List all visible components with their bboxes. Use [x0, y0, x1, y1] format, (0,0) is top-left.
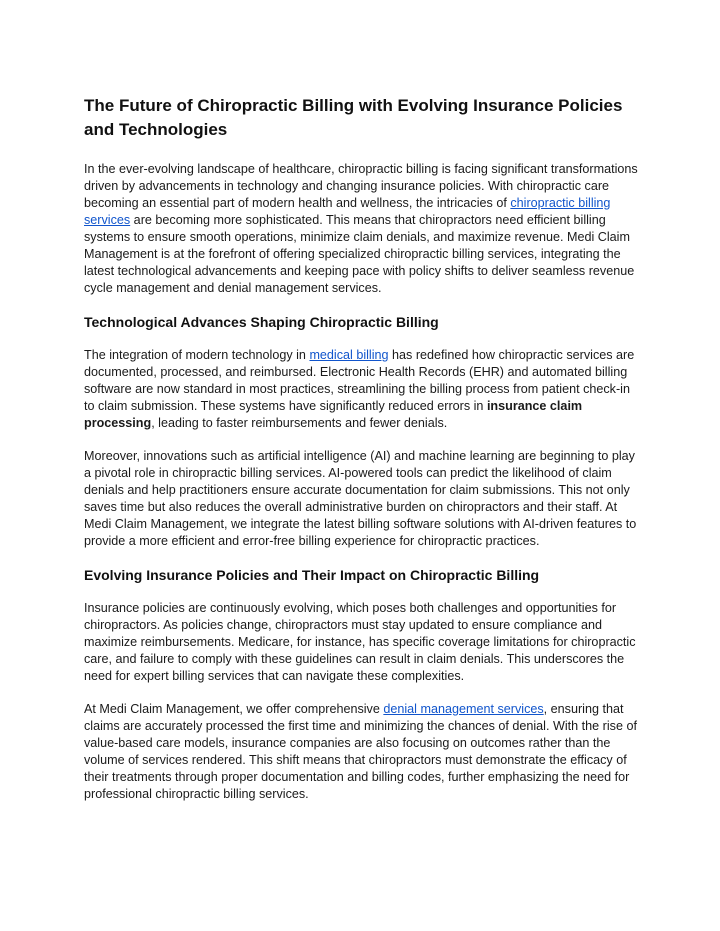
technology-paragraph-1	[84, 347, 640, 432]
policy-paragraph-1: Insurance policies are continuously evolving, which poses both challenges and opportunities for chiropractors. As policies change, chiropractors must stay updated to ensure compliance and maximize reimbursements. Medicare, for instance, has specific coverage limitations for chiropractic care, and failure to comply with these guidelines can result in claim denials. This underscores the need for expert billing services that can navigate these complexities.	[84, 601, 636, 683]
technology-paragraph-2: Moreover, innovations such as artificial intelligence (AI) and machine learning are beginning to play a pivotal role in chiropractic billing services. AI-powered tools can predict the likelihood of claim denials and help practitioners ensure accurate documentation for claim submissions. This not only saves time but also reduces the overall administrative burden on chiropractors and their staff. At Medi Claim Management, we integrate the latest billing software solutions with AI-driven features to provide a more efficient and error-free billing experience for chiropractic practices.	[84, 449, 637, 548]
section-heading-technology: Technological Advances Shaping Chiropractic Billing	[84, 314, 439, 330]
intro-text-start: In the ever-evolving landscape of healthcare, chiropractic billing is facing significant transformations driven by advancements in technology and changing insurance policies. With chiropractic care becoming an essential part of modern health and wellness, the intricacies of	[84, 162, 638, 210]
tech-text-start: The integration of modern technology in	[84, 348, 310, 362]
intro-text-end: are becoming more sophisticated. This means that chiropractors need efficient billing systems to ensure smooth operations, minimize claim denials, and maximize revenue. Medi Claim Management is at the forefront of offering specialized chiropractic billing services, integrating the latest technological advancements and keeping pace with policy shifts to deliver seamless revenue cycle management and denial management services.	[84, 213, 635, 295]
insurance-claim-processing-bold: insurance claim processing	[84, 399, 583, 430]
policy-paragraph-2	[84, 701, 640, 803]
intro-paragraph	[84, 161, 640, 297]
policy-text-start: At Medi Claim Management, we offer comprehensive	[84, 702, 384, 716]
medical-billing-link[interactable]: medical billing	[309, 348, 389, 362]
section-heading-insurance-policies: Evolving Insurance Policies and Their Impact on Chiropractic Billing	[84, 567, 540, 583]
tech-text-end: , leading to faster reimbursements and fewer denials.	[151, 416, 448, 430]
chiropractic-billing-services-link[interactable]: chiropractic billing services	[84, 196, 611, 227]
policy-text-end: , ensuring that claims are accurately processed the first time and minimizing the chances of denial. With the rise of value-based care models, insurance companies are also focusing on outcomes rather than the volume of services rendered. This shift means that chiropractors must demonstrate the efficacy of their treatments through proper documentation and billing codes, further emphasizing the need for professional chiropractic billing services.	[84, 702, 637, 801]
document-page	[84, 94, 640, 819]
tech-text-middle: has redefined how chiropractic services are documented, processed, and reimbursed. Electronic Health Records (EHR) and automated billing software are now standard in most practices, streamlining the billing process from patient check-in to claim submission. These systems have significantly reduced errors in	[84, 348, 635, 413]
denial-management-services-link[interactable]: denial management services	[383, 702, 544, 716]
document-title: The Future of Chiropractic Billing with Evolving Insurance Policies and Technologies	[84, 96, 623, 139]
